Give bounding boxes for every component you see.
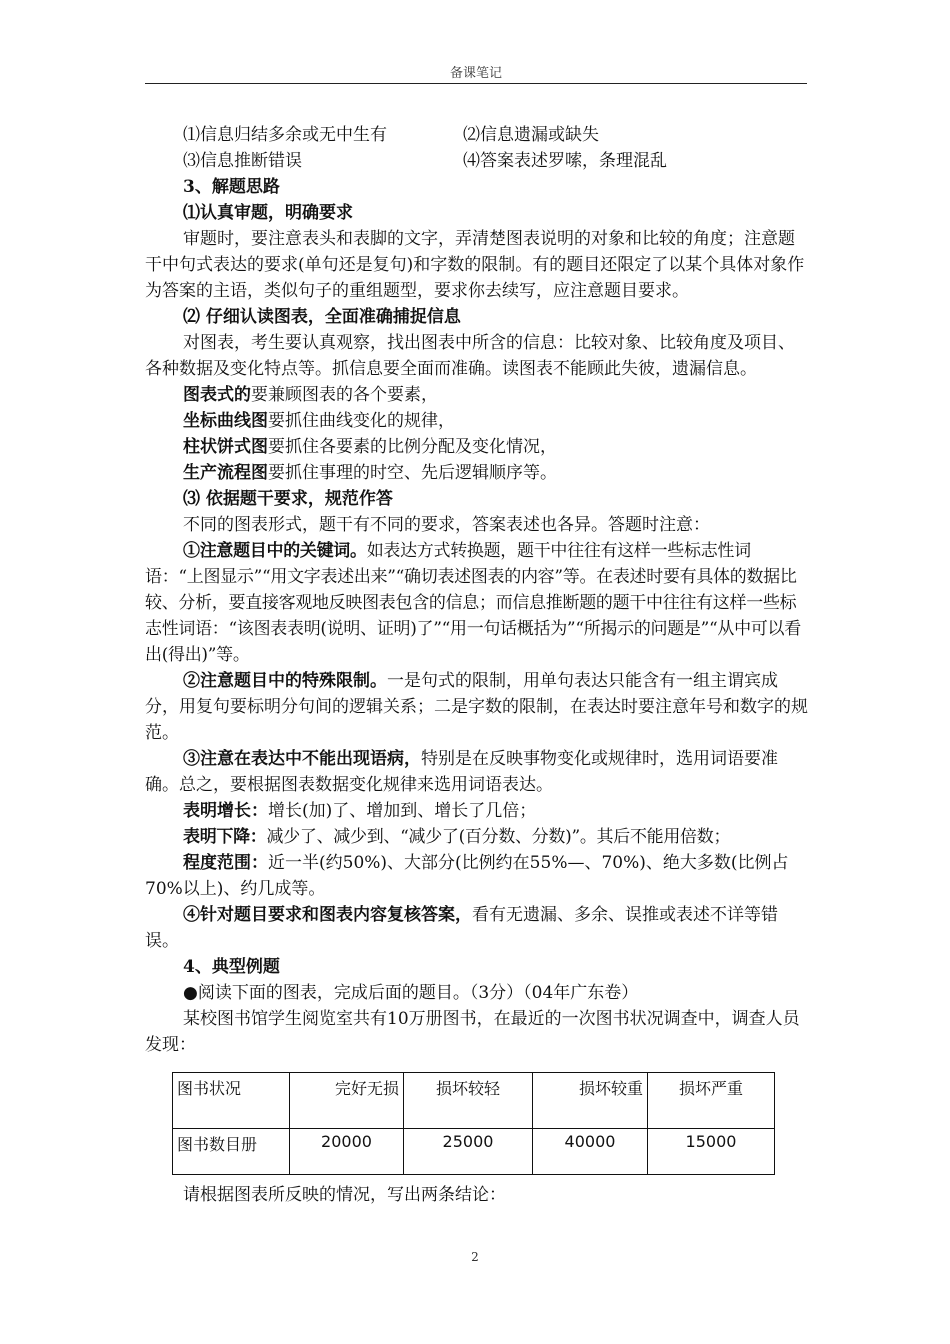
- chart-type-2: [145, 408, 809, 434]
- chart-type-1-text: 要兼顾图表的各个要素，: [251, 385, 438, 405]
- example-question: ●阅读下面的图表，完成后面的题目。（3分）（04年广东卷）: [183, 983, 639, 1003]
- table-cell: 40000: [533, 1129, 648, 1175]
- word-increase-label: 表明增长：: [183, 801, 268, 821]
- note-3: [145, 746, 809, 798]
- subheading-2: ⑵ 仔细认读图表，全面准确捕捉信息: [183, 307, 461, 327]
- paragraph-review: 审题时，要注意表头和表脚的文字，弄清楚图表说明的对象和比较的角度；注意题干中句式表达的要求(单句还是复句)和字数的限制。有的题目还限定了以某个具体对象作为答案的主语，类似句子的重组题型，要求你去续写，应注意题目要求。: [145, 229, 805, 301]
- section-4-heading: 4、典型例题: [183, 957, 280, 977]
- note-3-lead: ③注意在表达中不能出现语病，: [183, 749, 421, 769]
- instruction-text: 请根据图表所反映的情况，写出两条结论：: [183, 1185, 506, 1205]
- table-cell: 15000: [648, 1129, 775, 1175]
- error-list-row-1: [145, 122, 809, 148]
- word-range-label: 程度范围：: [183, 853, 268, 873]
- chart-type-1: [145, 382, 809, 408]
- book-status-table: [172, 1072, 775, 1175]
- table-row-label: 图书数目册: [173, 1129, 290, 1175]
- chart-type-4-text: 要抓住事理的时空、先后逻辑顺序等。: [268, 463, 557, 483]
- paragraph-answer-intro: 不同的图表形式，题干有不同的要求，答案表述也各异。答题时注意：: [183, 515, 710, 535]
- word-range-text: 近一半(约50%)、大部分(比例约在55%—、70%)、绝大多数(比例占70%以上)、约几成等。: [145, 853, 789, 899]
- note-4-lead: ④针对题目要求和图表内容复核答案，: [183, 905, 472, 925]
- table-header-cell: 损坏较重: [533, 1073, 648, 1129]
- word-increase-text: 增长(加)了、增加到、增长了几倍；: [268, 801, 537, 821]
- table-header-cell: 损坏较轻: [404, 1073, 533, 1129]
- chart-type-4-term: 生产流程图: [183, 463, 268, 483]
- note-2-lead: ②注意题目中的特殊限制。: [183, 671, 387, 691]
- note-2-text: 一是句式的限制，用单句表达只能含有一组主谓宾成分，用复句要标明分句间的逻辑关系；二是字数的限制，在表达时要注意年号和数字的规范。: [145, 671, 808, 743]
- error-list-row-2: [145, 148, 809, 174]
- chart-type-3: [145, 434, 809, 460]
- table-header-row: [173, 1073, 775, 1129]
- error-item-1: ⑴信息归结多余或无中生有: [183, 125, 387, 145]
- word-increase: [145, 798, 809, 824]
- note-1: [145, 538, 809, 668]
- page-number: 2: [471, 1250, 479, 1264]
- table-header-cell: 损坏严重: [648, 1073, 775, 1129]
- section-3-heading: 3、解题思路: [183, 177, 280, 197]
- chart-type-2-text: 要抓住曲线变化的规律，: [268, 411, 455, 431]
- error-item-3: ⑶信息推断错误: [183, 151, 302, 171]
- table-header-cell: 完好无损: [290, 1073, 404, 1129]
- word-range: [145, 850, 809, 902]
- chart-type-3-term: 柱状饼式图: [183, 437, 268, 457]
- table-header-cell: 图书状况: [173, 1073, 290, 1129]
- chart-type-4: [145, 460, 809, 486]
- error-item-2: ⑵信息遗漏或缺失: [463, 125, 599, 145]
- word-decrease: [145, 824, 809, 850]
- subheading-3: ⑶ 依据题干要求，规范作答: [183, 489, 393, 509]
- note-3-text: 特别是在反映事物变化或规律时，选用词语要准确。总之，要根据图表数据变化规律来选用词语表达。: [145, 749, 778, 795]
- table-row: [173, 1129, 775, 1175]
- note-2: [145, 668, 809, 746]
- example-intro: 某校图书馆学生阅览室共有10万册图书，在最近的一次图书状况调查中，调查人员发现：: [145, 1009, 800, 1055]
- chart-type-3-text: 要抓住各要素的比例分配及变化情况，: [268, 437, 557, 457]
- word-decrease-label: 表明下降：: [183, 827, 267, 847]
- note-1-text: 如表达方式转换题，题干中往往有这样一些标志性词语：“上图显示”“用文字表述出来”“确切表述图表的内容”等。在表述时要有具体的数据比较、分析，要直接客观地反映图表包含的信息；而信息推断题的题干中往往有这样一些标志性词语：“该图表表明(说明、证明)了”“用一句话概括为”“所揭示的问题是”“从中可以看出(得出)”等。: [145, 541, 801, 665]
- table-cell: 25000: [404, 1129, 533, 1175]
- table-cell: 20000: [290, 1129, 404, 1175]
- page-header-title: 备课笔记: [449, 66, 502, 81]
- chart-type-1-term: 图表式的: [183, 385, 251, 405]
- note-1-lead: ①注意题目中的关键词。: [183, 541, 367, 561]
- document-body: [145, 122, 809, 1058]
- word-decrease-text: 减少了、减少到、“减少了(百分数、分数)”。其后不能用倍数；: [266, 827, 731, 847]
- subheading-1: ⑴认真审题，明确要求: [183, 203, 353, 223]
- note-4-text: 看有无遗漏、多余、误推或表述不详等错误。: [145, 905, 778, 951]
- note-4: [145, 902, 809, 954]
- error-item-4: ⑷答案表述罗嗦，条理混乱: [463, 151, 667, 171]
- header-rule: [145, 83, 807, 84]
- chart-type-2-term: 坐标曲线图: [183, 411, 268, 431]
- paragraph-read-chart: 对图表，考生要认真观察，找出图表中所含的信息：比较对象、比较角度及项目、各种数据及变化特点等。抓信息要全面而准确。读图表不能顾此失彼，遗漏信息。: [145, 333, 795, 379]
